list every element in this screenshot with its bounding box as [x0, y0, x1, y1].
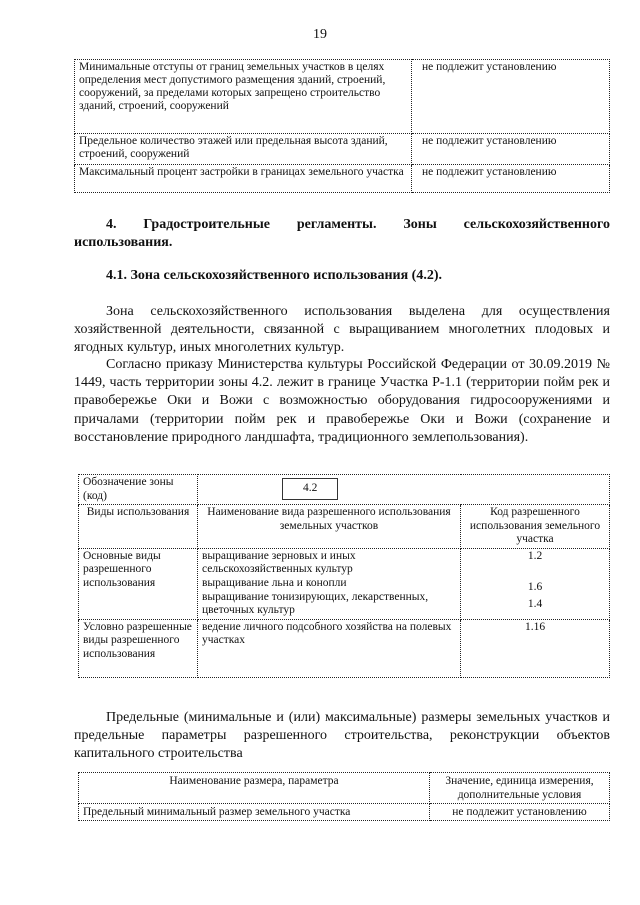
list-item: выращивание льна и конопли [202, 576, 347, 589]
code-value: 1.2 [527, 549, 543, 562]
table-row [75, 134, 610, 165]
table-row [79, 505, 610, 549]
table-row [75, 60, 610, 134]
paragraph: Предельные (минимальные и (или) максимальные) размеры земельных участков и предельные параметры разрешенного строительства, реконструкции объектов капитального строительства [74, 710, 610, 762]
conditional-uses-label: Условно разрешенные виды разрешенного использования [79, 619, 198, 677]
table-cell-value: не подлежит установлению [430, 804, 610, 821]
header-name: Наименование вида разрешенного использования земельных участков [198, 505, 461, 549]
main-uses-codes [461, 548, 610, 619]
table-row [79, 773, 610, 804]
zone-code: 4.2 [282, 478, 338, 500]
table-cell-param: Максимальный процент застройки в границах земельного участка [75, 165, 412, 193]
table-cell-param: Предельный минимальный размер земельного участка [79, 804, 430, 821]
paragraph: Согласно приказу Министерства культуры Российской Федерации от 30.09.2019 № 1449, часть территории зоны 4.2. лежит в границе Участка Р-1.1 (территории пойм рек и правобережье Оки и Вожи с возможностью оборудования гидросооружениями и причалами (территории пойм рек и правобережье Оки и Вожи (сохранение и восстановление природного ландшафта, традиционного землепользования). [74, 357, 610, 445]
table-cell-param: Предельное количество этажей или предельная высота зданий, строений, сооружений [75, 134, 412, 165]
subsection-heading: 4.1. Зона сельскохозяйственного использования (4.2). [106, 268, 443, 283]
table-row [79, 475, 610, 505]
code-value: 1.16 [461, 619, 610, 677]
page-number: 19 [313, 27, 327, 42]
table-row [79, 804, 610, 821]
list-item: выращивание зерновых и иных сельскохозяйственных культур [202, 549, 356, 575]
table-cell-value: не подлежит установлению [412, 134, 610, 165]
table-row [79, 619, 610, 677]
zone-usage-table [78, 474, 610, 678]
list-item: выращивание тонизирующих, лекарственных, цветочных культур [202, 590, 429, 616]
table-cell-value: не подлежит установлению [412, 60, 610, 134]
code-value: 1.6 [527, 580, 543, 593]
main-uses-list [198, 548, 461, 619]
paragraph: Зона сельскохозяйственного использования выделена для осуществления хозяйственной деятельности, связанной с выращиванием многолетних плодовых и ягодных культур, иных многолетних культур. [74, 304, 610, 356]
table-row [75, 165, 610, 193]
table-cell-value: не подлежит установлению [412, 165, 610, 193]
table-cell-param: Минимальные отступы от границ земельных участков в целях определения мест допустимого размещения зданий, строений, сооружений, за пределами которых запрещено строительство зданий, строений, сооружений [75, 60, 412, 134]
zone-code-cell [198, 475, 610, 505]
zone-label: Обозначение зоны (код) [79, 475, 198, 505]
table-row [79, 548, 610, 619]
section-heading: 4. Градостроительные регламенты. Зоны сельскохозяйственного использования. [74, 217, 610, 250]
header-value: Значение, единица измерения, дополнительные условия [430, 773, 610, 804]
header-types: Виды использования [79, 505, 198, 549]
size-parameters-table [78, 772, 610, 821]
parameters-table-top [74, 59, 610, 193]
code-value: 1.4 [527, 597, 543, 610]
header-param: Наименование размера, параметра [79, 773, 430, 804]
header-code: Код разрешенного использования земельного участка [461, 505, 610, 549]
conditional-use-item: ведение личного подсобного хозяйства на полевых участках [198, 619, 461, 677]
main-uses-label: Основные виды разрешенного использования [79, 548, 198, 619]
